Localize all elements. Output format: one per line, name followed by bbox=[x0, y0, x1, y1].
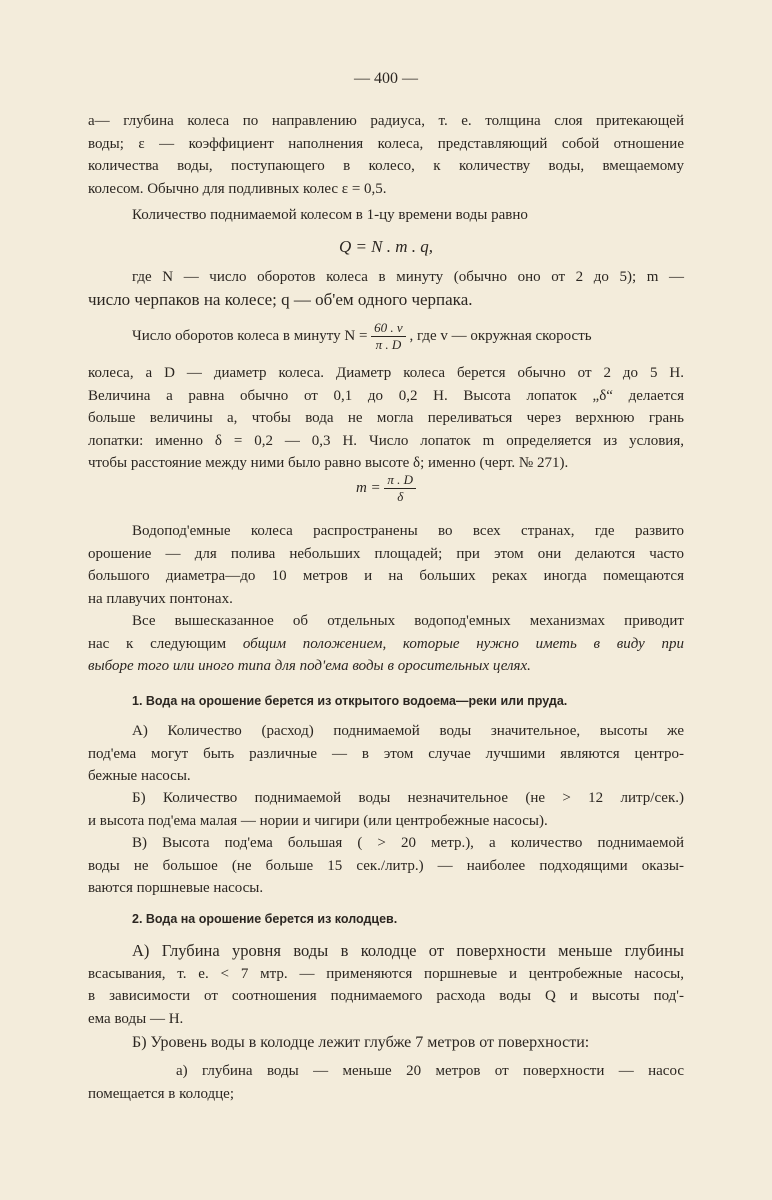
equation-n-suffix: , где v — окружная скорость bbox=[409, 328, 592, 344]
text-line: под'ема могут быть различные — в этом случае лучшими являются центро- bbox=[88, 745, 684, 762]
text-line: колесом. Обычно для подливных колес ε = 0,5. bbox=[88, 180, 387, 197]
fraction-n bbox=[371, 320, 406, 353]
text-line: чтобы расстояние между ними было равно высоте δ; именно (черт. № 271). bbox=[88, 455, 569, 471]
text-line: Все вышесказанное об отдельных водопод'емных механизмах приводит bbox=[132, 613, 684, 629]
paragraph-b-wells: Б) Уровень воды в колодце лежит глубже 7 метров от поверхности: bbox=[132, 1034, 590, 1051]
section-heading-2: 2. Вода на орошение берется из колодцев. bbox=[132, 912, 398, 926]
text-line: А) Количество (расход) поднимаемой воды значительное, высоты же bbox=[132, 723, 684, 739]
text-line: Величина a равна обычно от 0,1 до 0,2 Н. Высота лопаток „δ“ делается bbox=[88, 387, 684, 404]
equation-m-prefix: m = bbox=[355, 479, 381, 496]
paragraph-water-wheels bbox=[88, 520, 684, 610]
text-line: a— глубина колеса по направлению радиуса, т. е. толщина слоя притекающей bbox=[88, 113, 684, 129]
paragraph-definitions bbox=[88, 110, 684, 200]
text-italic: выборе того или иного типа для под'ема воды в оросительных целях. bbox=[88, 658, 531, 674]
text-line: орошение — для полива небольших площадей; при этом они делаются часто bbox=[88, 545, 684, 562]
paragraph-a-wells bbox=[88, 940, 684, 1030]
text-line: ема воды — Н. bbox=[88, 1010, 184, 1027]
text-line: Б) Количество поднимаемой воды незначительное (не > 12 литр/сек.) bbox=[132, 790, 684, 806]
formula-q: Q = N . m . q, bbox=[338, 237, 434, 256]
text-line bbox=[88, 633, 684, 656]
text-line: лопатки: именно δ = 0,2 — 0,3 Н. Число лопаток m определяется из условия, bbox=[88, 432, 684, 449]
text-line: помещается в колодце; bbox=[88, 1085, 235, 1102]
text-line: воды; ε — коэффициент наполнения колеса, представляющий собой отношение bbox=[88, 135, 684, 152]
equation-m bbox=[88, 472, 684, 505]
text-line: число черпаков на колесе; q — об'ем одного черпака. bbox=[88, 289, 473, 309]
paragraph-b-open-source bbox=[88, 787, 684, 832]
text-line: всасывания, т. е. < 7 мтр. — применяются поршневые и центробежные насосы, bbox=[88, 965, 684, 982]
text-italic: общим положением, которые нужно иметь в виду при bbox=[242, 635, 684, 652]
fraction-numerator: π . D bbox=[384, 472, 416, 489]
paragraph-a-open-source bbox=[88, 720, 684, 788]
text-line: на плавучих понтонах. bbox=[88, 590, 233, 607]
paragraph-a-deep-wells bbox=[88, 1060, 684, 1105]
text-line: где N — число оборотов колеса в минуту (обычно оно от 2 до 5); m — bbox=[132, 269, 684, 285]
text-line: количества воды, поступающего в колесо, к количеству воды, вмещаемому bbox=[88, 158, 684, 174]
text-line: больше величины a, чтобы вода не могла переливаться через верхнюю грань bbox=[88, 410, 684, 426]
text-line: а) глубина воды — меньше 20 метров от поверхности — насос bbox=[176, 1063, 684, 1079]
text-line: Водопод'емные колеса распространены во всех странах, где развито bbox=[132, 523, 684, 539]
text-line: А) Глубина уровня воды в колодце от поверхности меньше глубины bbox=[132, 941, 684, 960]
fraction-denominator: π . D bbox=[375, 337, 402, 353]
text-line: В) Высота под'ема большая ( > 20 метр.), а количество поднимаемой bbox=[132, 835, 684, 851]
text-line: воды не большое (не больше 15 сек./литр.) — наиболее подходящими оказы- bbox=[88, 857, 684, 874]
equation-n bbox=[88, 320, 728, 353]
paragraph-quantity: Количество поднимаемой колесом в 1-цу времени воды равно bbox=[132, 207, 528, 223]
fraction-denominator: δ bbox=[397, 489, 404, 504]
text-line: и высота под'ема малая — нории и чигири (или центробежные насосы). bbox=[88, 812, 548, 829]
paragraph-legend bbox=[88, 266, 684, 311]
fraction-numerator: 60 . v bbox=[371, 320, 406, 337]
text-line bbox=[88, 655, 684, 678]
equation-n-prefix: Число оборотов колеса в минуту N = bbox=[132, 328, 368, 344]
page-number: — 400 — bbox=[354, 70, 418, 87]
text-plain: нас к следующим bbox=[88, 635, 243, 652]
paragraph-v-open-source bbox=[88, 832, 684, 900]
text-line: в зависимости от соотношения поднимаемого расхода воды Q и высоты под'- bbox=[88, 988, 684, 1004]
text-line: большого диаметра—до 10 метров и на больших реках иногда помещаются bbox=[88, 568, 684, 584]
text-line: бежные насосы. bbox=[88, 768, 191, 784]
text-line: ваются поршневые насосы. bbox=[88, 880, 264, 896]
text-line: колеса, а D — диаметр колеса. Диаметр колеса берется обычно от 2 до 5 Н. bbox=[88, 365, 684, 381]
paragraph-dimensions bbox=[88, 362, 684, 475]
section-heading-1: 1. Вода на орошение берется из открытого водоема—реки или пруда. bbox=[132, 694, 568, 708]
fraction-m bbox=[384, 472, 416, 505]
paragraph-conclusion bbox=[88, 610, 684, 678]
